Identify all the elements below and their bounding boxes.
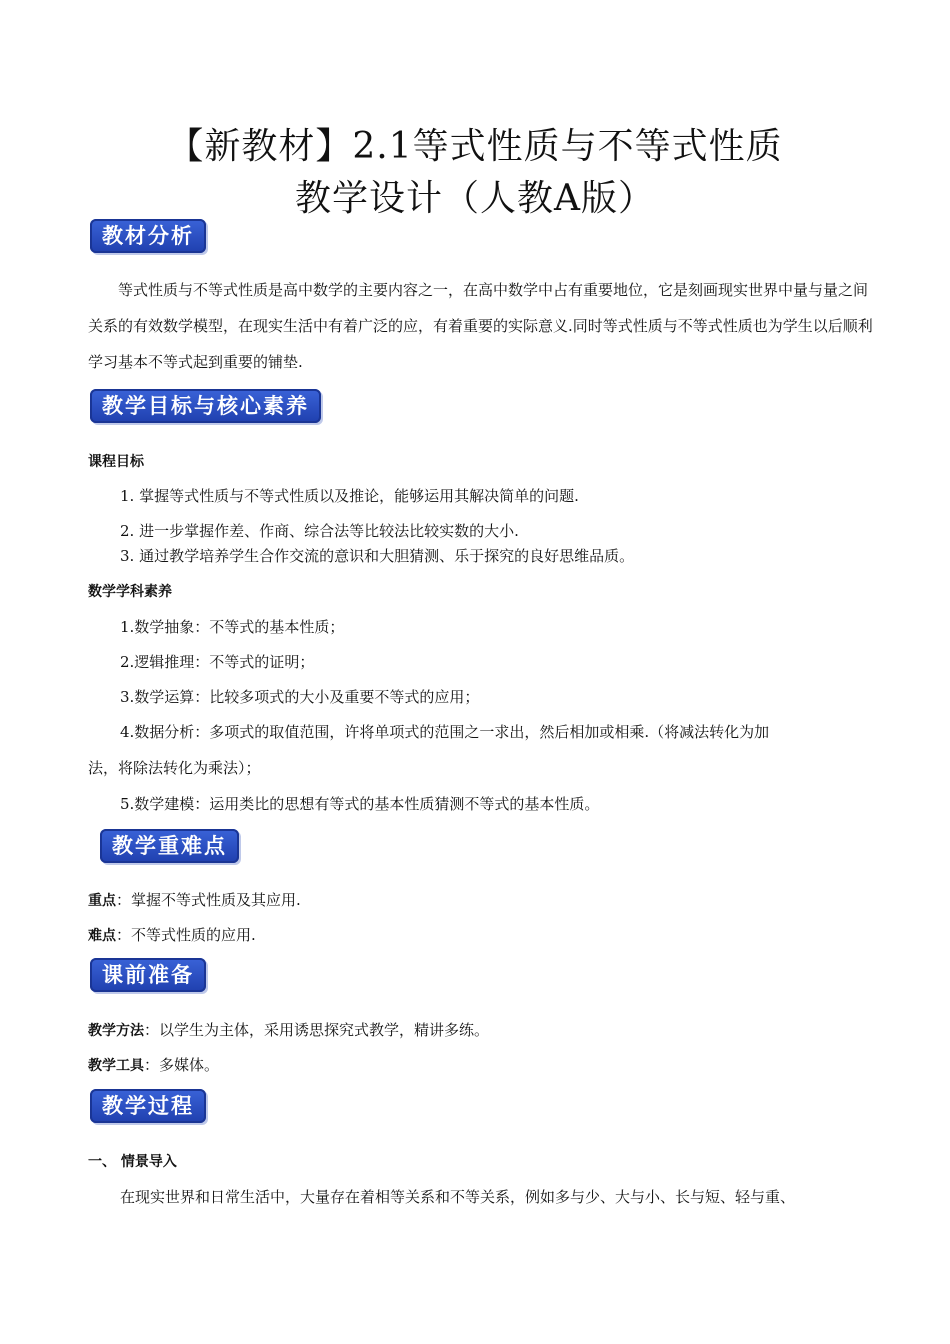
teaching-tools-text: ：多媒体。 xyxy=(144,1056,220,1074)
step1-heading: 一、 情景导入 xyxy=(88,1154,177,1170)
document-title-line1: 【新教材】2.1等式性质与不等式性质 xyxy=(167,126,783,167)
document-title-line2: 教学设计（人教A版） xyxy=(295,178,655,219)
literacy-item-continued: 法，将除法转化为乘法）； xyxy=(88,759,261,777)
course-goal-item: 3. 通过教学培养学生合作交流的意识和大胆猜测、乐于探究的良好思维品质。 xyxy=(120,547,635,565)
teaching-tools-label: 教学工具 xyxy=(88,1058,144,1074)
section-label-keypoints: 教学重难点 xyxy=(100,829,239,863)
key-point-line xyxy=(88,890,301,911)
section-label-analysis: 教材分析 xyxy=(90,219,206,253)
step1-text: 在现实世界和日常生活中，大量存在着相等关系和不等关系，例如多与少、大与小、长与短、轻与重、 xyxy=(120,1188,796,1206)
course-goal-item: 2. 进一步掌握作差、作商、综合法等比较法比较实数的大小. xyxy=(120,522,519,540)
literacy-item: 2.逻辑推理：不等式的证明； xyxy=(120,653,315,671)
literacy-item: 4.数据分析：多项式的取值范围，许将单项式的范围之一求出，然后相加或相乘.（将减法转化为加 xyxy=(120,723,770,741)
teaching-method-line xyxy=(88,1020,489,1041)
literacy-item: 5.数学建模：运用类比的思想有等式的基本性质猜测不等式的基本性质。 xyxy=(120,795,600,813)
key-point-label: 重点 xyxy=(88,893,116,909)
course-goals-heading: 课程目标 xyxy=(88,454,144,470)
difficult-point-text: ：不等式性质的应用. xyxy=(116,926,256,944)
literacy-heading: 数学学科素养 xyxy=(88,584,172,600)
difficult-point-label: 难点 xyxy=(88,928,116,944)
key-point-text: ：掌握不等式性质及其应用. xyxy=(116,891,301,909)
section-label-process: 教学过程 xyxy=(90,1089,206,1123)
difficult-point-line xyxy=(88,925,256,946)
literacy-item: 1.数学抽象：不等式的基本性质； xyxy=(120,618,345,636)
section-label-prep: 课前准备 xyxy=(90,958,206,992)
teaching-tools-line xyxy=(88,1055,219,1076)
literacy-item: 3.数学运算：比较多项式的大小及重要不等式的应用； xyxy=(120,688,480,706)
teaching-method-label: 教学方法 xyxy=(88,1023,144,1039)
analysis-paragraph: 等式性质与不等式性质是高中数学的主要内容之一，在高中数学中占有重要地位，它是刻画现实世界中量与量之间关系的有效数学模型，在现实生活中有着广泛的应，有着重要的实际意义.同时等式性质与不等式性质也为学生以后顺利学习基本不等式起到重要的铺垫. xyxy=(88,281,873,371)
teaching-method-text: ：以学生为主体，采用诱思探究式教学，精讲多练。 xyxy=(144,1021,490,1039)
course-goal-item: 1. 掌握等式性质与不等式性质以及推论，能够运用其解决简单的问题. xyxy=(120,487,579,505)
section-label-goals: 教学目标与核心素养 xyxy=(90,389,321,423)
